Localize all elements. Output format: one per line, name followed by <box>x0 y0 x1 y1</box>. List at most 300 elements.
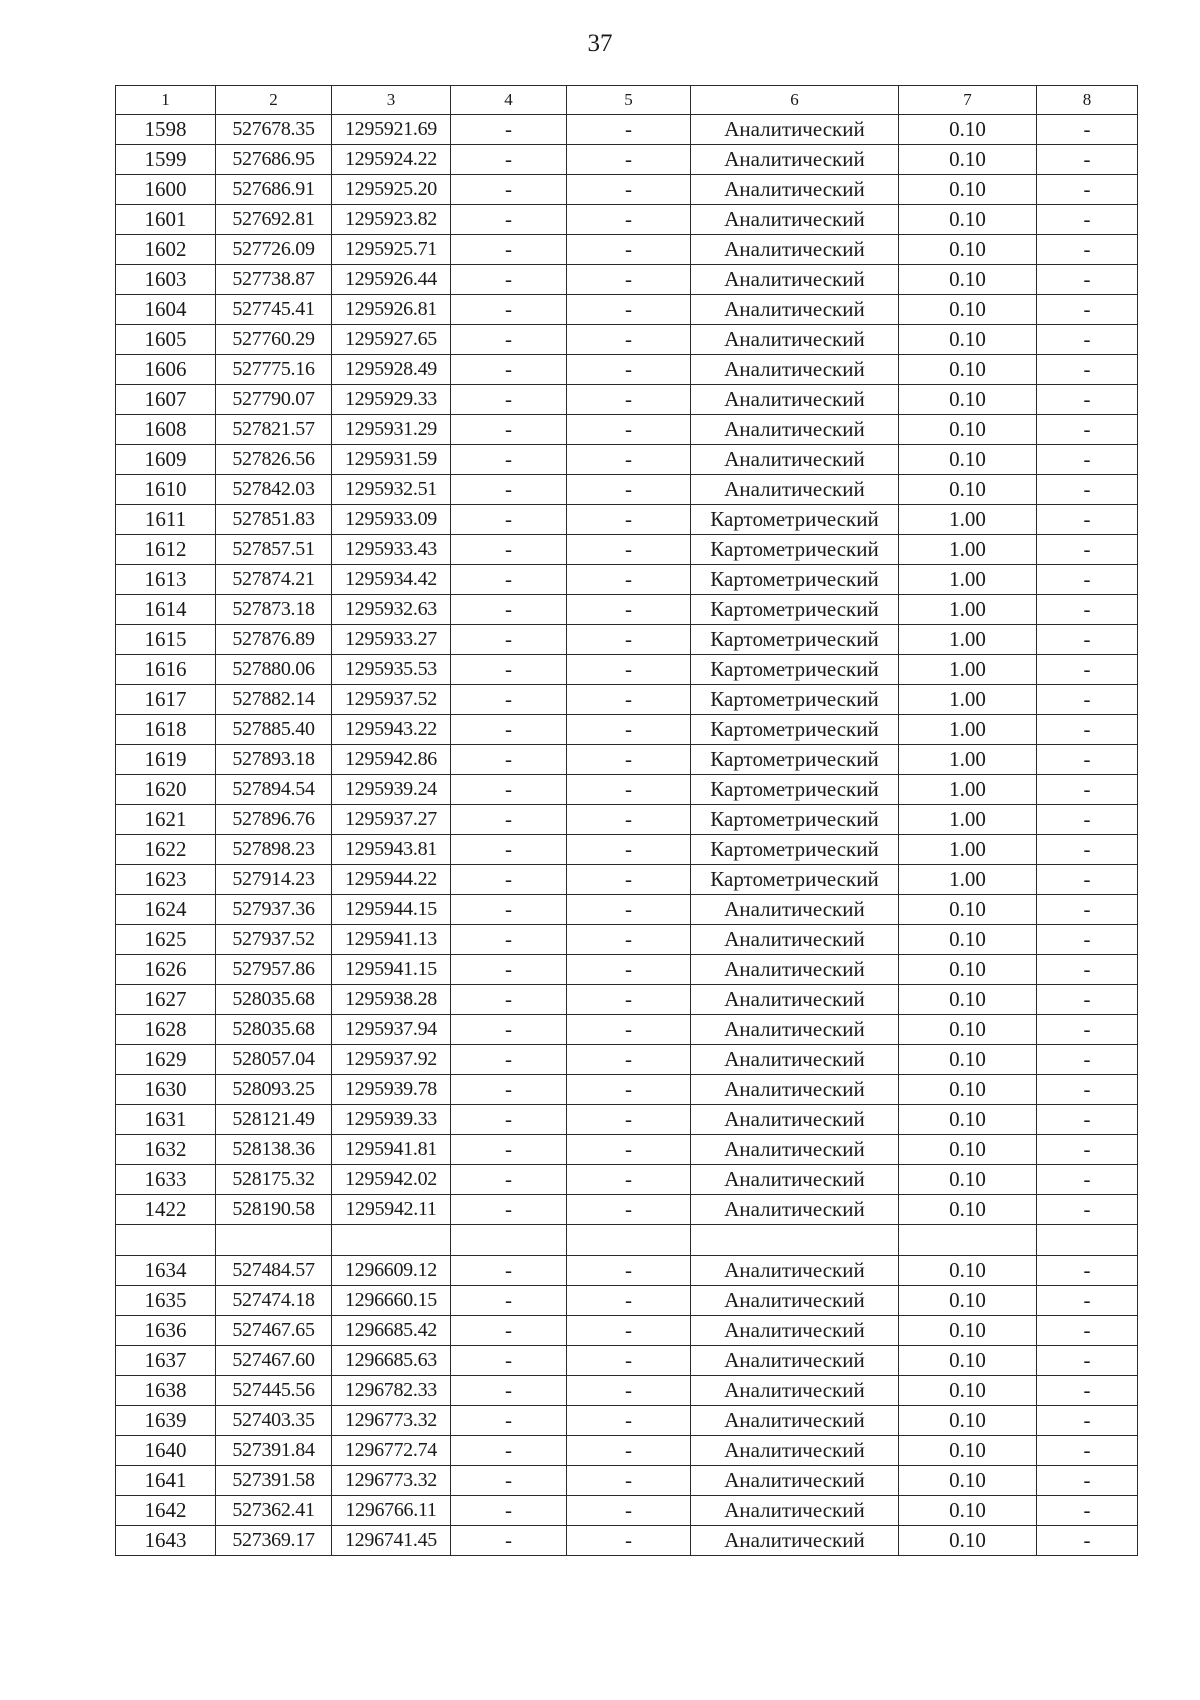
col5-cell: - <box>567 1105 691 1135</box>
x-coordinate-cell: 527726.09 <box>216 235 332 265</box>
point-number-cell: 1632 <box>116 1135 216 1165</box>
x-coordinate-cell: 527362.41 <box>216 1496 332 1526</box>
header-cell: 2 <box>216 86 332 115</box>
point-number-cell: 1623 <box>116 865 216 895</box>
table-row <box>116 1256 1138 1286</box>
accuracy-cell: 0.10 <box>899 235 1037 265</box>
col8-cell: - <box>1037 1256 1138 1286</box>
x-coordinate-cell: 528175.32 <box>216 1165 332 1195</box>
col8-cell: - <box>1037 145 1138 175</box>
accuracy-cell: 0.10 <box>899 175 1037 205</box>
col5-cell: - <box>567 1256 691 1286</box>
accuracy-cell: 1.00 <box>899 535 1037 565</box>
method-cell: Аналитический <box>691 895 899 925</box>
point-number-cell: 1616 <box>116 655 216 685</box>
x-coordinate-cell: 527857.51 <box>216 535 332 565</box>
x-coordinate-cell: 527885.40 <box>216 715 332 745</box>
header-cell: 3 <box>332 86 451 115</box>
y-coordinate-cell: 1295937.52 <box>332 685 451 715</box>
col8-cell: - <box>1037 1075 1138 1105</box>
table-row <box>116 1496 1138 1526</box>
y-coordinate-cell: 1295937.92 <box>332 1045 451 1075</box>
table-row <box>116 505 1138 535</box>
y-coordinate-cell: 1295943.81 <box>332 835 451 865</box>
col4-cell: - <box>451 685 567 715</box>
y-coordinate-cell: 1296772.74 <box>332 1436 451 1466</box>
y-coordinate-cell: 1295931.29 <box>332 415 451 445</box>
accuracy-cell: 0.10 <box>899 1496 1037 1526</box>
col8-cell: - <box>1037 1406 1138 1436</box>
col5-cell: - <box>567 1135 691 1165</box>
accuracy-cell: 1.00 <box>899 775 1037 805</box>
accuracy-cell: 0.10 <box>899 475 1037 505</box>
accuracy-cell: 0.10 <box>899 1195 1037 1225</box>
method-cell: Аналитический <box>691 1526 899 1556</box>
col5-cell: - <box>567 865 691 895</box>
method-cell: Аналитический <box>691 205 899 235</box>
accuracy-cell: 1.00 <box>899 565 1037 595</box>
table-row <box>116 145 1138 175</box>
col4-cell: - <box>451 1135 567 1165</box>
accuracy-cell: 0.10 <box>899 1346 1037 1376</box>
accuracy-cell: 1.00 <box>899 505 1037 535</box>
col8-cell <box>1037 1225 1138 1256</box>
table-row <box>116 865 1138 895</box>
accuracy-cell: 1.00 <box>899 595 1037 625</box>
y-coordinate-cell: 1295932.63 <box>332 595 451 625</box>
col4-cell: - <box>451 1316 567 1346</box>
x-coordinate-cell: 527391.58 <box>216 1466 332 1496</box>
accuracy-cell: 0.10 <box>899 385 1037 415</box>
point-number-cell: 1635 <box>116 1286 216 1316</box>
table-row <box>116 1135 1138 1165</box>
col5-cell: - <box>567 745 691 775</box>
col8-cell: - <box>1037 1195 1138 1225</box>
col4-cell: - <box>451 1015 567 1045</box>
col5-cell: - <box>567 1496 691 1526</box>
y-coordinate-cell: 1296685.42 <box>332 1316 451 1346</box>
method-cell: Аналитический <box>691 325 899 355</box>
table-row <box>116 1286 1138 1316</box>
col5-cell: - <box>567 355 691 385</box>
col8-cell: - <box>1037 1165 1138 1195</box>
accuracy-cell: 1.00 <box>899 655 1037 685</box>
accuracy-cell: 0.10 <box>899 1015 1037 1045</box>
accuracy-cell: 0.10 <box>899 925 1037 955</box>
col4-cell: - <box>451 1286 567 1316</box>
col5-cell: - <box>567 1466 691 1496</box>
col8-cell: - <box>1037 745 1138 775</box>
point-number-cell: 1602 <box>116 235 216 265</box>
y-coordinate-cell: 1295939.33 <box>332 1105 451 1135</box>
y-coordinate-cell: 1295941.15 <box>332 955 451 985</box>
table-row <box>116 625 1138 655</box>
accuracy-cell: 0.10 <box>899 415 1037 445</box>
col5-cell: - <box>567 505 691 535</box>
y-coordinate-cell: 1296685.63 <box>332 1346 451 1376</box>
point-number-cell: 1612 <box>116 535 216 565</box>
x-coordinate-cell: 527873.18 <box>216 595 332 625</box>
accuracy-cell: 1.00 <box>899 685 1037 715</box>
col4-cell: - <box>451 1256 567 1286</box>
table-row <box>116 1376 1138 1406</box>
point-number-cell: 1627 <box>116 985 216 1015</box>
col4-cell: - <box>451 895 567 925</box>
point-number-cell: 1640 <box>116 1436 216 1466</box>
method-cell: Аналитический <box>691 1165 899 1195</box>
y-coordinate-cell <box>332 1225 451 1256</box>
table-row <box>116 775 1138 805</box>
header-cell: 7 <box>899 86 1037 115</box>
x-coordinate-cell: 527790.07 <box>216 385 332 415</box>
method-cell: Картометрический <box>691 865 899 895</box>
col4-cell: - <box>451 1165 567 1195</box>
table-row <box>116 595 1138 625</box>
col8-cell: - <box>1037 115 1138 145</box>
table-row <box>116 1406 1138 1436</box>
x-coordinate-cell: 527686.91 <box>216 175 332 205</box>
x-coordinate-cell: 527880.06 <box>216 655 332 685</box>
col8-cell: - <box>1037 1346 1138 1376</box>
method-cell: Аналитический <box>691 1376 899 1406</box>
col5-cell: - <box>567 265 691 295</box>
method-cell: Аналитический <box>691 955 899 985</box>
point-number-cell: 1618 <box>116 715 216 745</box>
method-cell: Аналитический <box>691 1135 899 1165</box>
col8-cell: - <box>1037 355 1138 385</box>
accuracy-cell: 0.10 <box>899 955 1037 985</box>
col5-cell <box>567 1225 691 1256</box>
accuracy-cell: 0.10 <box>899 1436 1037 1466</box>
point-number-cell: 1617 <box>116 685 216 715</box>
x-coordinate-cell: 528035.68 <box>216 1015 332 1045</box>
col8-cell: - <box>1037 1466 1138 1496</box>
col4-cell: - <box>451 1406 567 1436</box>
x-coordinate-cell: 527484.57 <box>216 1256 332 1286</box>
table-row <box>116 1346 1138 1376</box>
method-cell: Аналитический <box>691 445 899 475</box>
y-coordinate-cell: 1295925.71 <box>332 235 451 265</box>
method-cell: Картометрический <box>691 505 899 535</box>
point-number-cell: 1615 <box>116 625 216 655</box>
method-cell: Аналитический <box>691 415 899 445</box>
y-coordinate-cell: 1295923.82 <box>332 205 451 235</box>
col5-cell: - <box>567 925 691 955</box>
method-cell: Картометрический <box>691 775 899 805</box>
col8-cell: - <box>1037 1316 1138 1346</box>
y-coordinate-cell: 1295944.22 <box>332 865 451 895</box>
col5-cell: - <box>567 1316 691 1346</box>
point-number-cell: 1598 <box>116 115 216 145</box>
col4-cell: - <box>451 595 567 625</box>
col5-cell: - <box>567 1045 691 1075</box>
method-cell: Аналитический <box>691 1496 899 1526</box>
table-row <box>116 1045 1138 1075</box>
x-coordinate-cell: 527894.54 <box>216 775 332 805</box>
accuracy-cell: 0.10 <box>899 355 1037 385</box>
col4-cell: - <box>451 1105 567 1135</box>
col4-cell: - <box>451 1195 567 1225</box>
table-row <box>116 1316 1138 1346</box>
col5-cell: - <box>567 325 691 355</box>
col4-cell: - <box>451 1045 567 1075</box>
accuracy-cell: 1.00 <box>899 745 1037 775</box>
table-row <box>116 175 1138 205</box>
table-body <box>116 86 1138 1556</box>
method-cell: Картометрический <box>691 595 899 625</box>
col5-cell: - <box>567 1286 691 1316</box>
table-row <box>116 895 1138 925</box>
method-cell: Картометрический <box>691 715 899 745</box>
y-coordinate-cell: 1295926.44 <box>332 265 451 295</box>
col4-cell: - <box>451 925 567 955</box>
x-coordinate-cell: 527678.35 <box>216 115 332 145</box>
point-number-cell: 1629 <box>116 1045 216 1075</box>
x-coordinate-cell: 527851.83 <box>216 505 332 535</box>
table-row <box>116 745 1138 775</box>
accuracy-cell <box>899 1225 1037 1256</box>
point-number-cell: 1643 <box>116 1526 216 1556</box>
table-row <box>116 535 1138 565</box>
point-number-cell <box>116 1225 216 1256</box>
col8-cell: - <box>1037 1135 1138 1165</box>
col8-cell: - <box>1037 385 1138 415</box>
x-coordinate-cell <box>216 1225 332 1256</box>
col5-cell: - <box>567 1436 691 1466</box>
point-number-cell: 1606 <box>116 355 216 385</box>
accuracy-cell: 0.10 <box>899 1286 1037 1316</box>
col8-cell: - <box>1037 565 1138 595</box>
point-number-cell: 1637 <box>116 1346 216 1376</box>
accuracy-cell: 0.10 <box>899 1075 1037 1105</box>
accuracy-cell: 0.10 <box>899 1316 1037 1346</box>
col4-cell: - <box>451 505 567 535</box>
col5-cell: - <box>567 1165 691 1195</box>
col8-cell: - <box>1037 625 1138 655</box>
col4-cell: - <box>451 325 567 355</box>
header-cell: 6 <box>691 86 899 115</box>
x-coordinate-cell: 527874.21 <box>216 565 332 595</box>
y-coordinate-cell: 1295935.53 <box>332 655 451 685</box>
y-coordinate-cell: 1296773.32 <box>332 1406 451 1436</box>
col4-cell: - <box>451 415 567 445</box>
col4-cell: - <box>451 115 567 145</box>
point-number-cell: 1620 <box>116 775 216 805</box>
accuracy-cell: 1.00 <box>899 625 1037 655</box>
col8-cell: - <box>1037 445 1138 475</box>
col5-cell: - <box>567 775 691 805</box>
y-coordinate-cell: 1295933.09 <box>332 505 451 535</box>
col8-cell: - <box>1037 1526 1138 1556</box>
method-cell: Картометрический <box>691 655 899 685</box>
col8-cell: - <box>1037 505 1138 535</box>
coordinates-table <box>115 85 1138 1556</box>
col8-cell: - <box>1037 295 1138 325</box>
method-cell: Аналитический <box>691 1316 899 1346</box>
table-row <box>116 1165 1138 1195</box>
x-coordinate-cell: 527391.84 <box>216 1436 332 1466</box>
table-row <box>116 1105 1138 1135</box>
x-coordinate-cell: 528093.25 <box>216 1075 332 1105</box>
table-row <box>116 715 1138 745</box>
x-coordinate-cell: 527893.18 <box>216 745 332 775</box>
accuracy-cell: 0.10 <box>899 1406 1037 1436</box>
col4-cell: - <box>451 985 567 1015</box>
y-coordinate-cell: 1295934.42 <box>332 565 451 595</box>
y-coordinate-cell: 1295931.59 <box>332 445 451 475</box>
y-coordinate-cell: 1296773.32 <box>332 1466 451 1496</box>
col8-cell: - <box>1037 805 1138 835</box>
col5-cell: - <box>567 175 691 205</box>
accuracy-cell: 0.10 <box>899 1135 1037 1165</box>
col5-cell: - <box>567 1195 691 1225</box>
y-coordinate-cell: 1295937.27 <box>332 805 451 835</box>
col4-cell: - <box>451 775 567 805</box>
x-coordinate-cell: 528138.36 <box>216 1135 332 1165</box>
x-coordinate-cell: 527403.35 <box>216 1406 332 1436</box>
point-number-cell: 1634 <box>116 1256 216 1286</box>
col8-cell: - <box>1037 715 1138 745</box>
point-number-cell: 1603 <box>116 265 216 295</box>
col5-cell: - <box>567 655 691 685</box>
table-header-row <box>116 86 1138 115</box>
col4-cell: - <box>451 625 567 655</box>
col4-cell: - <box>451 535 567 565</box>
col5-cell: - <box>567 685 691 715</box>
col5-cell: - <box>567 1075 691 1105</box>
point-number-cell: 1622 <box>116 835 216 865</box>
col5-cell: - <box>567 415 691 445</box>
method-cell: Аналитический <box>691 475 899 505</box>
method-cell: Аналитический <box>691 985 899 1015</box>
point-number-cell: 1609 <box>116 445 216 475</box>
accuracy-cell: 0.10 <box>899 895 1037 925</box>
y-coordinate-cell: 1295942.02 <box>332 1165 451 1195</box>
table-row <box>116 1015 1138 1045</box>
col5-cell: - <box>567 1346 691 1376</box>
accuracy-cell: 0.10 <box>899 265 1037 295</box>
method-cell: Аналитический <box>691 175 899 205</box>
table-row <box>116 1436 1138 1466</box>
accuracy-cell: 1.00 <box>899 715 1037 745</box>
col8-cell: - <box>1037 235 1138 265</box>
method-cell: Картометрический <box>691 805 899 835</box>
method-cell: Аналитический <box>691 145 899 175</box>
point-number-cell: 1639 <box>116 1406 216 1436</box>
table-row <box>116 325 1138 355</box>
col8-cell: - <box>1037 475 1138 505</box>
col5-cell: - <box>567 145 691 175</box>
y-coordinate-cell: 1295928.49 <box>332 355 451 385</box>
col4-cell: - <box>451 955 567 985</box>
y-coordinate-cell: 1295939.78 <box>332 1075 451 1105</box>
y-coordinate-cell: 1295926.81 <box>332 295 451 325</box>
col4-cell: - <box>451 565 567 595</box>
table-row <box>116 115 1138 145</box>
col8-cell: - <box>1037 865 1138 895</box>
x-coordinate-cell: 527692.81 <box>216 205 332 235</box>
col5-cell: - <box>567 445 691 475</box>
col4-cell: - <box>451 295 567 325</box>
x-coordinate-cell: 527957.86 <box>216 955 332 985</box>
y-coordinate-cell: 1295937.94 <box>332 1015 451 1045</box>
col4-cell <box>451 1225 567 1256</box>
method-cell: Аналитический <box>691 1346 899 1376</box>
accuracy-cell: 0.10 <box>899 295 1037 325</box>
col4-cell: - <box>451 805 567 835</box>
accuracy-cell: 0.10 <box>899 1256 1037 1286</box>
table-row <box>116 565 1138 595</box>
table-row <box>116 835 1138 865</box>
col4-cell: - <box>451 445 567 475</box>
y-coordinate-cell: 1295941.13 <box>332 925 451 955</box>
y-coordinate-cell: 1296782.33 <box>332 1376 451 1406</box>
y-coordinate-cell: 1295942.86 <box>332 745 451 775</box>
x-coordinate-cell: 527775.16 <box>216 355 332 385</box>
col5-cell: - <box>567 895 691 925</box>
col4-cell: - <box>451 1466 567 1496</box>
accuracy-cell: 0.10 <box>899 1526 1037 1556</box>
col8-cell: - <box>1037 535 1138 565</box>
table-row <box>116 475 1138 505</box>
method-cell: Аналитический <box>691 235 899 265</box>
method-cell <box>691 1225 899 1256</box>
table-row <box>116 265 1138 295</box>
method-cell: Картометрический <box>691 835 899 865</box>
point-number-cell: 1604 <box>116 295 216 325</box>
y-coordinate-cell: 1295939.24 <box>332 775 451 805</box>
col5-cell: - <box>567 565 691 595</box>
method-cell: Аналитический <box>691 1105 899 1135</box>
table-row <box>116 985 1138 1015</box>
y-coordinate-cell: 1295942.11 <box>332 1195 451 1225</box>
x-coordinate-cell: 527914.23 <box>216 865 332 895</box>
y-coordinate-cell: 1295941.81 <box>332 1135 451 1165</box>
x-coordinate-cell: 527745.41 <box>216 295 332 325</box>
col8-cell: - <box>1037 265 1138 295</box>
col5-cell: - <box>567 1015 691 1045</box>
col8-cell: - <box>1037 955 1138 985</box>
col5-cell: - <box>567 385 691 415</box>
col5-cell: - <box>567 475 691 505</box>
table-row <box>116 685 1138 715</box>
x-coordinate-cell: 527882.14 <box>216 685 332 715</box>
point-number-cell: 1608 <box>116 415 216 445</box>
point-number-cell: 1611 <box>116 505 216 535</box>
table-row <box>116 415 1138 445</box>
col4-cell: - <box>451 205 567 235</box>
point-number-cell: 1624 <box>116 895 216 925</box>
col8-cell: - <box>1037 835 1138 865</box>
col5-cell: - <box>567 205 691 235</box>
col5-cell: - <box>567 1406 691 1436</box>
col4-cell: - <box>451 745 567 775</box>
method-cell: Аналитический <box>691 355 899 385</box>
col5-cell: - <box>567 985 691 1015</box>
method-cell: Картометрический <box>691 625 899 655</box>
accuracy-cell: 1.00 <box>899 865 1037 895</box>
table-row <box>116 355 1138 385</box>
page-number: 37 <box>587 30 613 57</box>
accuracy-cell: 1.00 <box>899 805 1037 835</box>
x-coordinate-cell: 527898.23 <box>216 835 332 865</box>
point-number-cell: 1636 <box>116 1316 216 1346</box>
table-row <box>116 295 1138 325</box>
accuracy-cell: 0.10 <box>899 115 1037 145</box>
accuracy-cell: 0.10 <box>899 1165 1037 1195</box>
col8-cell: - <box>1037 985 1138 1015</box>
table-row <box>116 1526 1138 1556</box>
